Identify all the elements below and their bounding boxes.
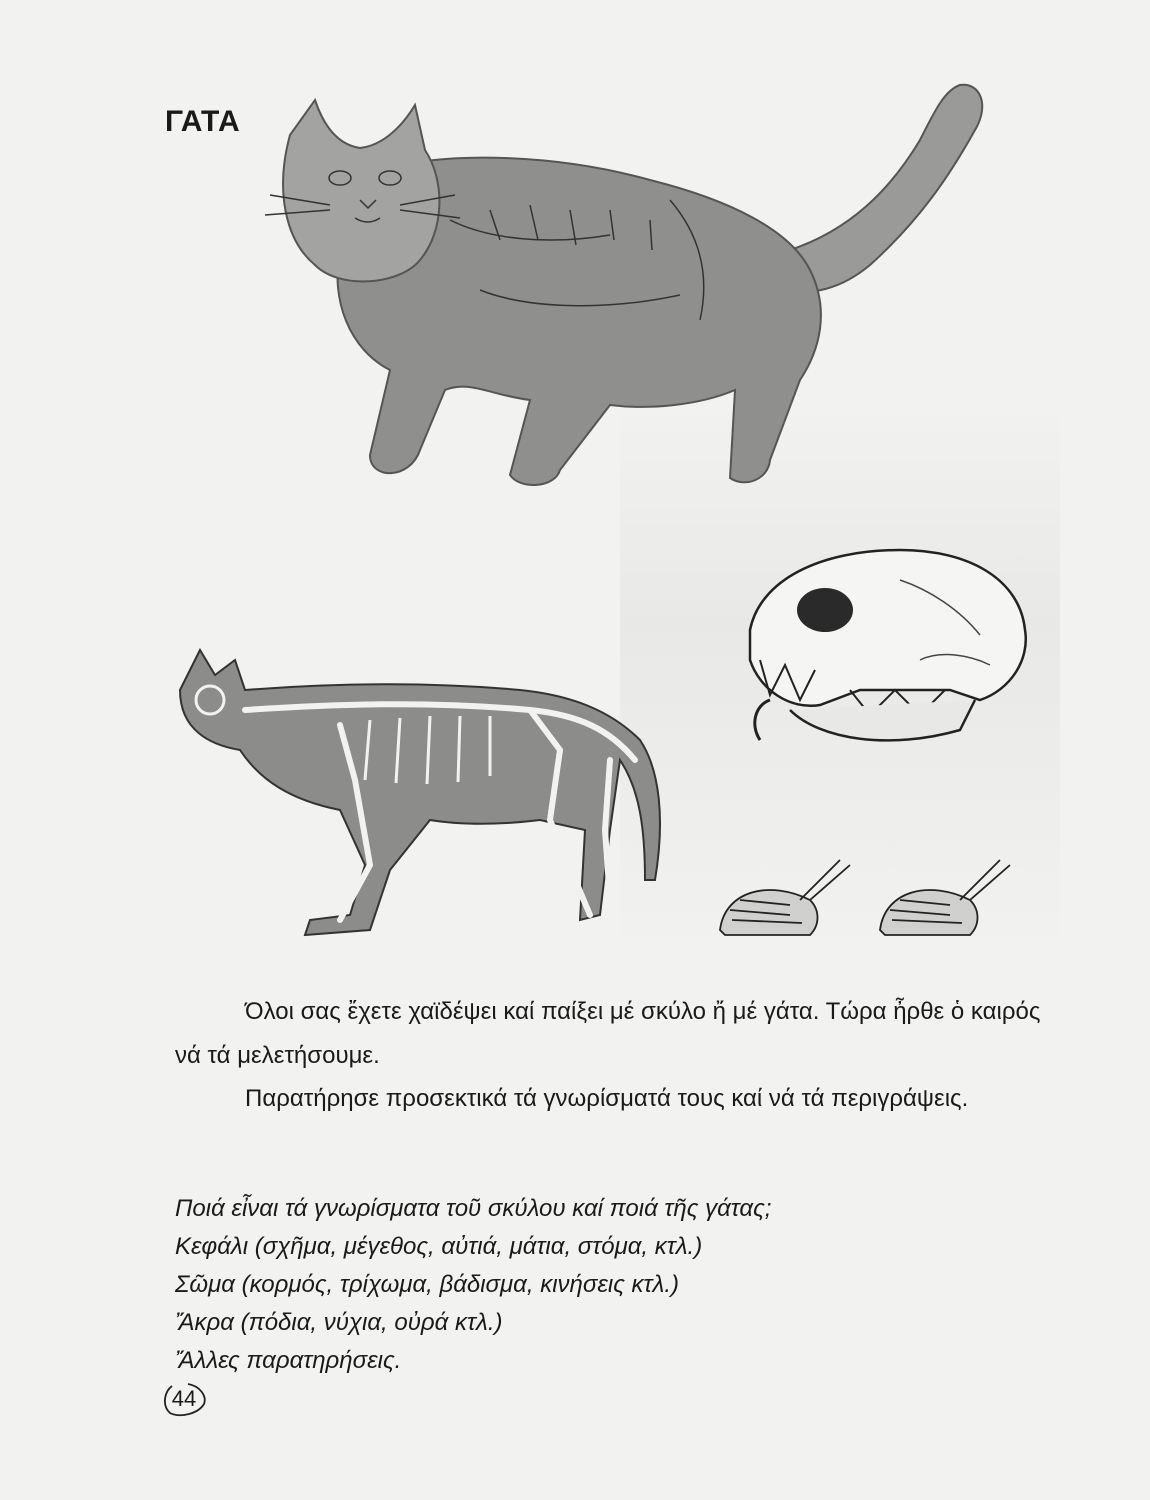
question-item: Σῶμα (κορμός, τρίχωμα, βάδισμα, κινήσεις κτλ.) xyxy=(175,1271,679,1298)
question-item: Κεφάλι (σχῆμα, μέγεθος, αὐτιά, μάτια, στόμα, κτλ.) xyxy=(175,1233,703,1260)
cat-skeleton-drawing xyxy=(140,630,680,950)
question-item: Ποιά εἶναι τά γνωρίσματα τοῦ σκύλου καί ποιά τῆς γάτας; xyxy=(175,1195,772,1222)
page-number-text: 44 xyxy=(171,1386,197,1411)
intro-paragraph xyxy=(175,990,1045,1078)
cat-drawing xyxy=(230,60,1000,500)
cat-paws-drawing xyxy=(700,840,1040,950)
question-list xyxy=(175,1190,1045,1380)
page-title: ΓΑΤΑ xyxy=(165,105,241,138)
cat-skull-drawing xyxy=(730,540,1030,770)
question-item: Ἄκρα (πόδια, νύχια, οὐρά κτλ.) xyxy=(175,1309,503,1336)
intro-text: Όλοι σας ἔχετε χαϊδέψει καί παίξει μέ σκύλο ἤ μέ γάτα. Τώρα ἦρθε ὁ καιρός νά τά μελετήσουμε. xyxy=(175,998,1041,1069)
page-number xyxy=(160,1380,208,1418)
instruction-paragraph xyxy=(175,1077,1045,1121)
question-item: Ἄλλες παρατηρήσεις. xyxy=(175,1347,402,1374)
circled-mark xyxy=(160,1380,208,1418)
instruction-text: Παρατήρησε προσεκτικά τά γνωρίσματά τους καί νά τά περιγράψεις. xyxy=(245,1085,969,1112)
